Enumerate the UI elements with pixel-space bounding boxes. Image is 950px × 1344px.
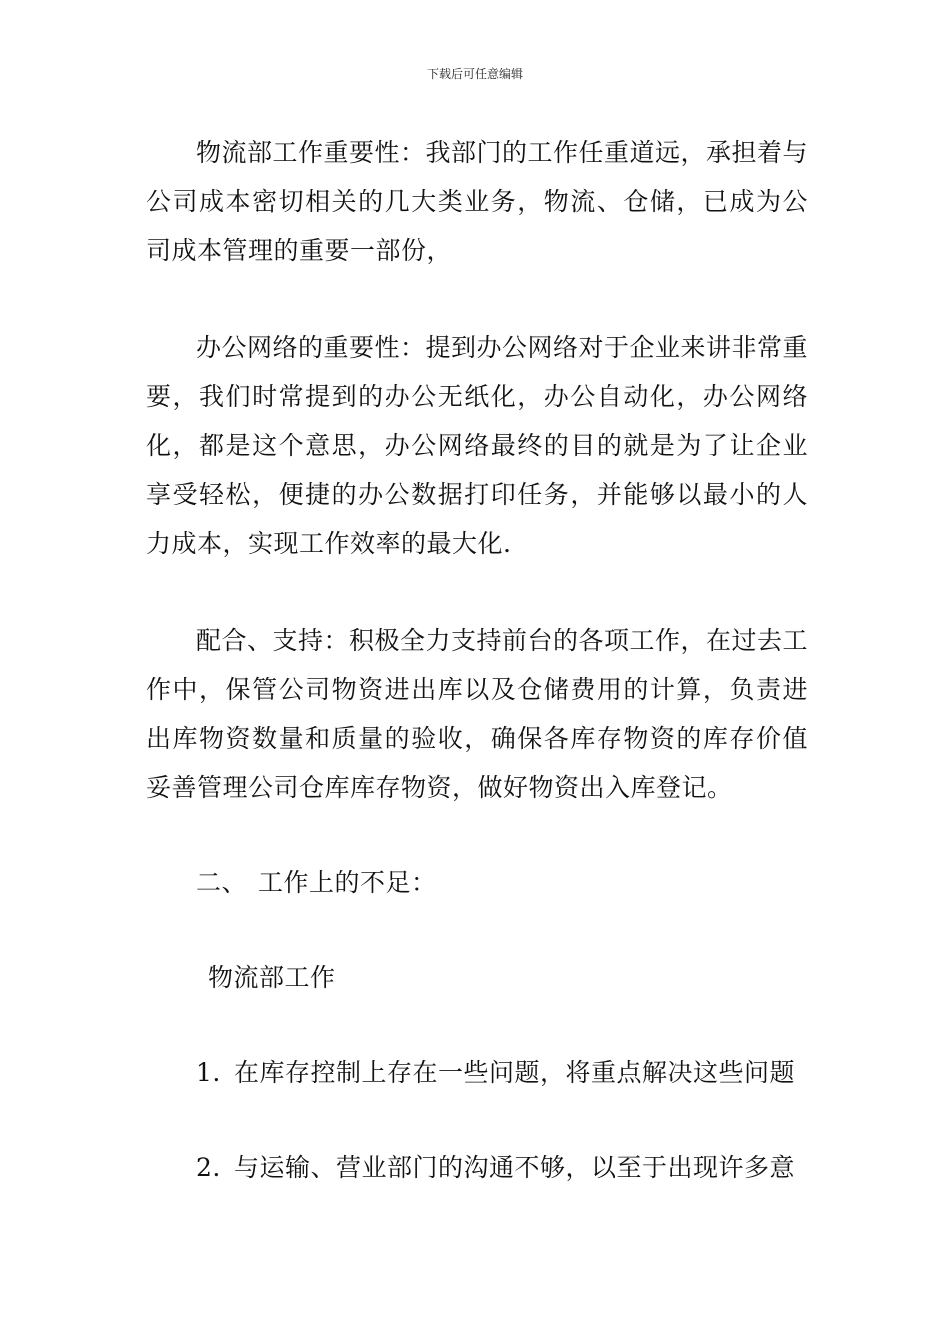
- paragraph-spacer: [146, 1002, 808, 1048]
- paragraph-spacer: [146, 1097, 808, 1143]
- list-item-text: 与运输、营业部门的沟通不够，以至于出现许多意: [234, 1153, 796, 1182]
- paragraph-cooperation-support: 配合、支持：积极全力支持前台的各项工作，在过去工作中，保管公司物资进出库以及仓储费用的计算，负责进出库物资数量和质量的验收，确保各库存物资的库存价值妥善管理公司仓库库存物资，做好物资出入库登记。: [146, 626, 809, 802]
- list-item: [146, 1048, 808, 1097]
- paragraph-logistics-importance: 物流部工作重要性：我部门的工作任重道远，承担着与公司成本密切相关的几大类业务，物流、仓储，已成为公司成本管理的重要一部份，: [146, 138, 809, 265]
- paragraph-spacer: [146, 568, 808, 616]
- list-item: [146, 1143, 808, 1192]
- list-item-number: 2.: [196, 1153, 221, 1182]
- subsection-heading: 物流部工作: [208, 963, 336, 992]
- section-title: 工作上的不足：: [258, 868, 437, 897]
- list-item-text: 在库存控制上存在一些问题，将重点解决这些问题: [234, 1058, 796, 1087]
- paragraph-spacer: [146, 907, 808, 953]
- section-number: 二、: [196, 868, 248, 897]
- page-header-note: 下载后可任意编辑: [426, 67, 523, 81]
- document-body: [146, 128, 808, 1192]
- list-item-number: 1.: [196, 1058, 221, 1087]
- section-heading: [146, 858, 808, 907]
- paragraph-spacer: [146, 275, 808, 323]
- paragraph-office-network: 办公网络的重要性：提到办公网络对于企业来讲非常重要，我们时常提到的办公无纸化，办公自动化，办公网络化，都是这个意思，办公网络最终的目的就是为了让企业享受轻松，便捷的办公数据打印任务，并能够以最小的人力成本，实现工作效率的最大化.: [146, 333, 809, 558]
- paragraph-spacer: [146, 812, 808, 858]
